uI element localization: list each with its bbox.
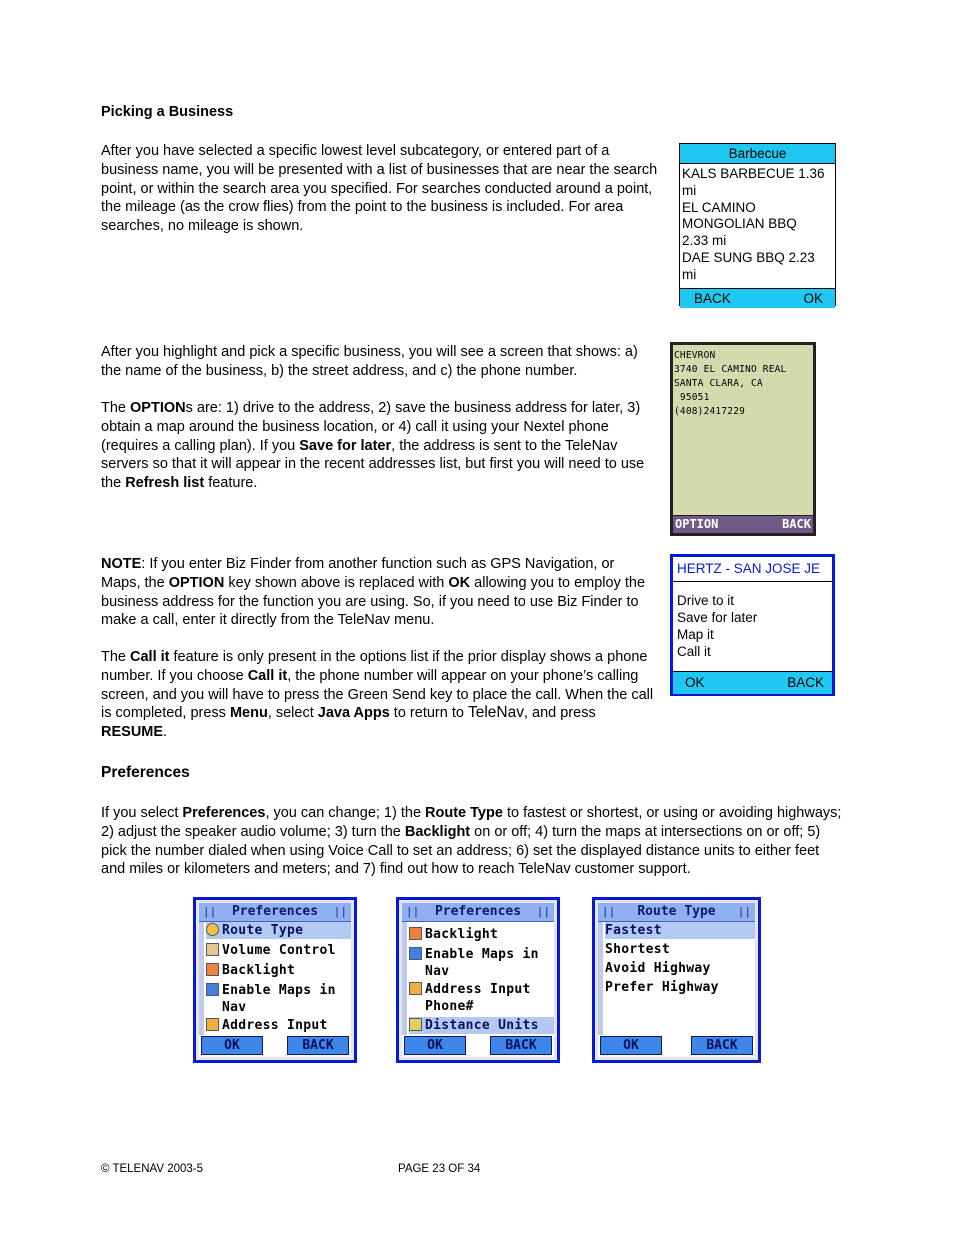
menu-item-shortest[interactable]: Shortest [605, 942, 671, 957]
menu-item-address-input[interactable]: Address Input [206, 1017, 351, 1034]
barbecue-screen [679, 143, 836, 306]
list-item[interactable]: DAE SUNG BBQ 2.23 [682, 249, 815, 265]
paragraph-note: NOTE: If you enter Biz Finder from another function such as GPS Navigation, or Maps, the OPTION key shown above is replaced with OK allowing you to employ the business address for the function you are using. So, if you need to use Biz Finder to make a call, enter it directly from the TeleNav menu. [101, 556, 646, 629]
address-icon [206, 1018, 219, 1031]
list-item[interactable]: KALS BARBECUE 1.36 [682, 166, 825, 181]
paragraph-call-it: The Call it feature is only present in the options list if the prior display shows a phone number. If you choose Call it, the phone number will appear on your phone’s calling screen, and you will have to press the Green Send key to place the call. When the call is completed, press Menu, select Java Apps to return to TeleNav, and press RESUME. [101, 649, 654, 741]
hertz-title: HERTZ - SAN JOSE JE [673, 557, 832, 582]
paragraph-picking-business: After you have selected a specific lowest level subcategory, or entered part of a business name, you will be presented with a list of businesses that are near the search point, or within the search area you specified. For searches conducted around a point, the mileage (as the crow flies) from the point to the business is included. For area searches, no mileage is shown. [101, 143, 658, 235]
menu-item-prefer-highway[interactable]: Prefer Highway [605, 980, 719, 995]
menu-title: || Route Type || [598, 903, 755, 922]
map-icon [409, 947, 422, 960]
menu-item-route-type[interactable]: Route Type [206, 922, 351, 939]
option-softkey[interactable]: OPTION [675, 517, 719, 531]
menu-item-enable-maps-cont[interactable]: Nav [425, 964, 450, 979]
menu-item-enable-maps[interactable]: Enable Maps in [409, 946, 554, 963]
ok-button[interactable]: OK [404, 1036, 466, 1055]
list-item[interactable]: EL CAMINO [682, 199, 756, 215]
hertz-options-list [673, 582, 832, 672]
ruler-icon [409, 1018, 422, 1031]
footer-page-number: PAGE 23 OF 34 [398, 1163, 481, 1175]
menu-item-volume-control[interactable]: Volume Control [206, 942, 351, 959]
menu-title: || Preferences || [199, 903, 351, 922]
list-item[interactable]: mi [682, 266, 697, 282]
chevron-display [673, 345, 813, 515]
menu-item-enable-maps[interactable]: Enable Maps in [206, 982, 351, 999]
ok-button[interactable]: OK [201, 1036, 263, 1055]
street-address: 3740 EL CAMINO REAL [674, 364, 787, 375]
city-state: SANTA CLARA, CA [674, 378, 763, 389]
menu-item-backlight[interactable]: Backlight [206, 962, 351, 979]
scrollbar[interactable] [402, 922, 407, 1035]
route-type-menu-screen [592, 897, 761, 1063]
back-button[interactable]: BACK [691, 1036, 753, 1055]
list-item[interactable]: 2.33 mi [682, 233, 727, 249]
menu-item-map-it[interactable]: Map it [677, 627, 714, 642]
chevron-softkeys [673, 516, 813, 533]
back-softkey[interactable]: BACK [694, 291, 731, 306]
menu-softkeys [598, 1035, 755, 1057]
menu-item-drive-to-it[interactable]: Drive to it [677, 593, 735, 608]
section-heading-picking-business: Picking a Business [101, 104, 234, 120]
preferences-menu-screen-2 [396, 897, 560, 1063]
paragraph-business-details: After you highlight and pick a specific business, you will see a screen that shows: a) the name of the business, b) the street address, and c) the phone number. [101, 344, 638, 379]
list-item[interactable]: MONGOLIAN BBQ [682, 216, 797, 232]
backlight-icon [206, 963, 219, 976]
backlight-icon [409, 927, 422, 940]
menu-softkeys [402, 1035, 554, 1057]
map-icon [206, 983, 219, 996]
business-name: CHEVRON [674, 350, 716, 361]
phone-number: (408)2417229 [674, 406, 746, 417]
barbecue-list [680, 164, 835, 289]
zip-code: 95051 [674, 392, 710, 403]
barbecue-title: Barbecue [680, 144, 835, 164]
preferences-menu-screen-1 [193, 897, 357, 1063]
address-icon [409, 982, 422, 995]
menu-item-distance-units[interactable]: Distance Units [409, 1017, 554, 1034]
scrollbar[interactable] [598, 922, 603, 1035]
route-icon [206, 923, 219, 936]
menu-title: || Preferences || [402, 903, 554, 922]
menu-item-avoid-highway[interactable]: Avoid Highway [605, 961, 711, 976]
ok-softkey[interactable]: OK [685, 675, 705, 690]
menu-softkeys [199, 1035, 351, 1057]
back-softkey[interactable]: BACK [782, 517, 811, 531]
section-heading-preferences: Preferences [101, 764, 190, 781]
menu-item-address-input[interactable]: Address Input [409, 981, 554, 998]
scrollbar[interactable] [199, 922, 204, 1035]
menu-item-call-it[interactable]: Call it [677, 644, 711, 659]
chevron-screen [670, 342, 816, 536]
paragraph-options: The OPTIONs are: 1) drive to the address, 2) save the business address for later, 3) obtain a map around the business location, or 4) call it using your Nextel phone (requires a calling plan). If you Save for later, the address is sent to the TeleNav servers so that it will appear in the recent addresses list, but first you will need to use the Refresh list feature. [101, 400, 645, 492]
hertz-softkeys [673, 672, 832, 694]
hertz-options-screen [670, 554, 835, 696]
menu-item-backlight[interactable]: Backlight [409, 926, 554, 943]
menu-item-save-for-later[interactable]: Save for later [677, 610, 758, 625]
back-button[interactable]: BACK [490, 1036, 552, 1055]
list-item[interactable]: mi [682, 182, 697, 198]
volume-icon [206, 943, 219, 956]
back-button[interactable]: BACK [287, 1036, 349, 1055]
ok-softkey[interactable]: OK [803, 291, 823, 306]
menu-item-enable-maps-cont[interactable]: Nav [222, 1000, 247, 1015]
barbecue-softkeys [680, 289, 835, 308]
paragraph-preferences: If you select Preferences, you can change; 1) the Route Type to fastest or shortest, or using or avoiding highways; 2) adjust the speaker audio volume; 3) turn the Backlight on or off; 4) turn the maps at intersections on or off; 5) pick the number dialed when using Voice Call to set an address; 6) set the displayed distance units to either feet and miles or kilometers and meters; and 7) find out how to reach TeleNav customer support. [101, 805, 842, 878]
back-softkey[interactable]: BACK [787, 675, 824, 690]
menu-item-address-input-cont[interactable]: Phone# [425, 999, 474, 1014]
ok-button[interactable]: OK [600, 1036, 662, 1055]
menu-item-fastest[interactable]: Fastest [605, 922, 755, 939]
footer-copyright: © TELENAV 2003-5 [101, 1163, 204, 1175]
